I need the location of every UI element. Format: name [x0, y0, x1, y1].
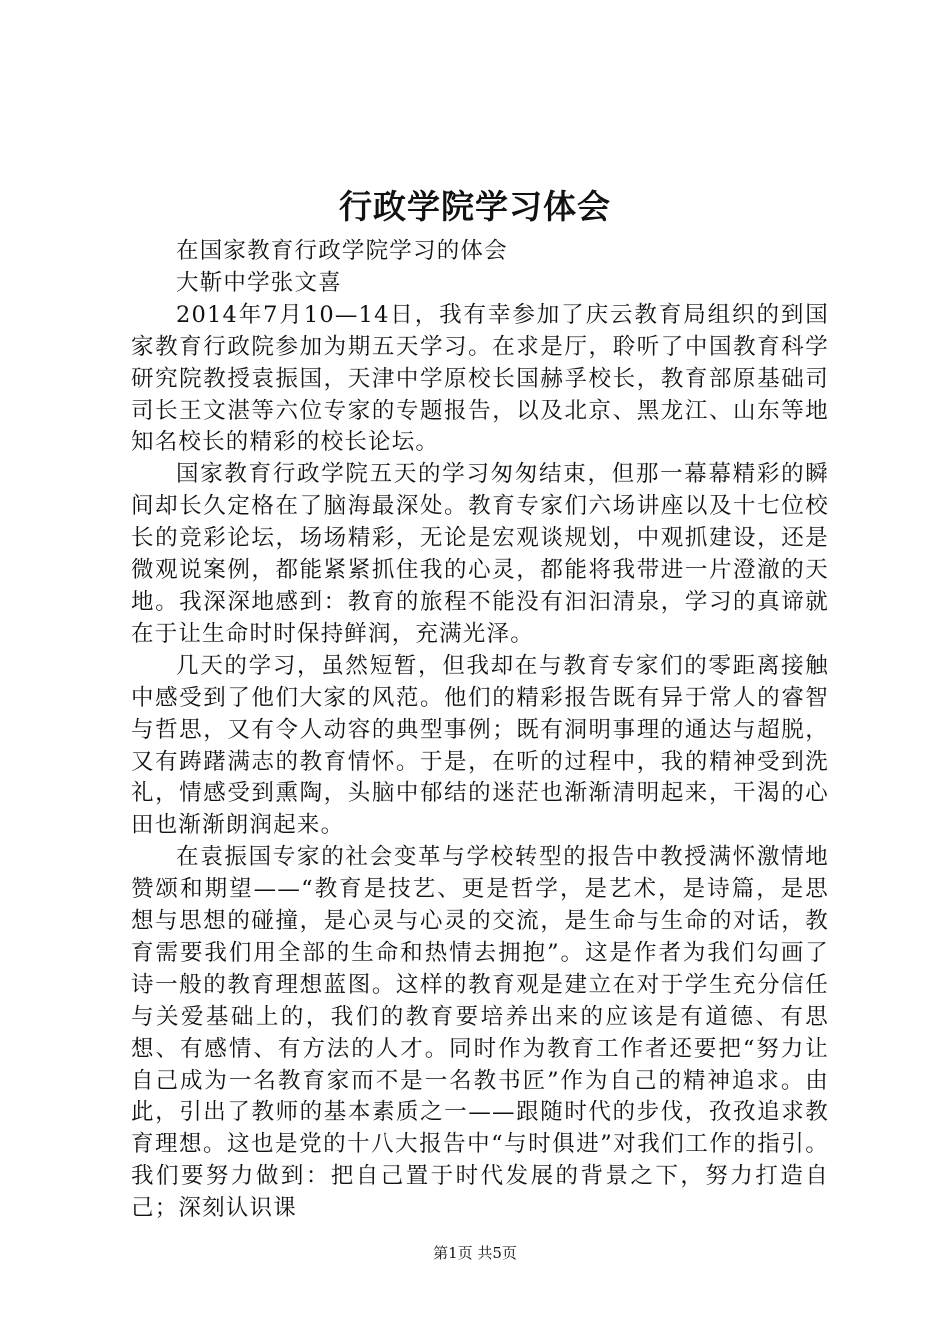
- page-footer: 第1页 共5页: [433, 1244, 517, 1262]
- paragraph-subtitle: 在国家教育行政学院学习的体会: [176, 238, 508, 264]
- paragraph-2: 国家教育行政学院五天的学习匆匆结束，但那一幕幕精彩的瞬间却长久定格在了脑海最深处。教育专家们六场讲座以及十七位校长的竞彩论坛，场场精彩，无论是宏观谈规划，中观抓建设，还是微观说案例，都能紧紧抓住我的心灵，都能将我带进一片澄澈的天地。我深深地感到：教育的旅程不能没有汩汩清泉，学习的真谛就在于让生命时时保持鲜润，充满光泽。: [131, 461, 829, 647]
- paragraph-3: 几天的学习，虽然短暂，但我却在与教育专家们的零距离接触中感受到了他们大家的风范。他们的精彩报告既有异于常人的睿智与哲思，又有令人动容的典型事例；既有洞明事理的通达与超脱，又有踌躇满志的教育情怀。于是，在听的过程中，我的精神受到洗礼，情感受到熏陶，头脑中郁结的迷茫也渐渐清明起来，干渴的心田也渐渐朗润起来。: [131, 652, 829, 839]
- paragraph-author: 大靳中学张文喜: [176, 269, 342, 296]
- document-body: [131, 236, 829, 1225]
- paragraph-4: 在袁振国专家的社会变革与学校转型的报告中教授满怀激情地赞颂和期望——“教育是技艺、更是哲学，是艺术，是诗篇，是思想与思想的碰撞，是心灵与心灵的交流，是生命与生命的对话，教育需要我们用全部的生命和热情去拥抱”。这是作者为我们勾画了诗一般的教育理想蓝图。这样的教育观是建立在对于学生充分信任与关爱基础上的，我们的教育要培养出来的应该是有道德、有思想、有感情、有方法的人才。同时作为教育工作者还要把“努力让自己成为一名教育家而不是一名教书匠”作为自己的精神追求。由此，引出了教师的基本素质之一——跟随时代的步伐，孜孜追求教育理想。这也是党的十八大报告中“与时俱进”对我们工作的指引。我们要努力做到：把自己置于时代发展的背景之下，努力打造自己；深刻认识课: [131, 844, 829, 1222]
- paragraph-1: 2014年7月10—14日，我有幸参加了庆云教育局组织的到国家教育行政院参加为期五天学习。在求是厅，聆听了中国教育科学研究院教授袁振国，天津中学原校长国赫孚校长，教育部原基础司司长王文湛等六位专家的专题报告，以及北京、黑龙江、山东等地知名校长的精彩的校长论坛。: [131, 301, 829, 456]
- document-title: 行政学院学习体会: [339, 187, 611, 226]
